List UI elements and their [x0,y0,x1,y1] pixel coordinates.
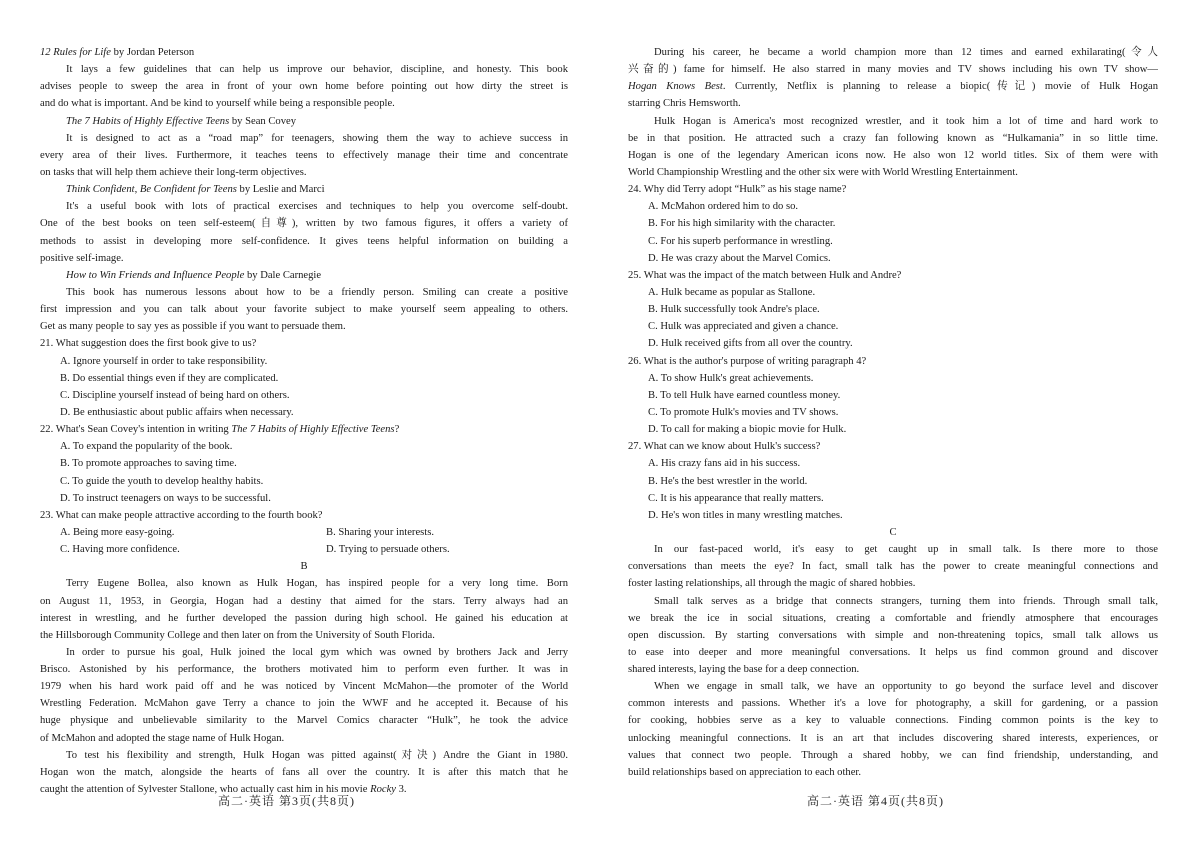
passage-c-line: Small talk serves as a bridge that connects strangers, turning them into friends. Through small talk, [654,595,1158,607]
q26-option-d: D. To call for making a biopic movie for Hulk. [648,424,847,436]
page-4-footer: 高二·英语 第4页(共8页) [807,794,944,808]
passage-b-cont-line: Hulk Hogan is America's most recognized wrestler, and it took him a lot of time and hard work to [654,115,1158,127]
passage-c-line: When we engage in small talk, we have an opportunity to go beyond the surface level and discover [654,681,1158,693]
q26-option-a: A. To show Hulk's great achievements. [648,372,814,384]
passage-c-line: values that connect two people. Through a shared hobby, we can find friendship, understanding, and [628,749,1158,761]
q22-option-b: B. To promote approaches to saving time. [60,458,237,470]
section-b-heading: B [300,561,308,573]
q23-option-d: D. Trying to persuade others. [326,544,450,556]
book4-line: Get as many people to say yes as possible if you want to persuade them. [40,321,346,333]
book1-title: 12 Rules for Life [40,47,111,58]
q24-option-b: B. For his high similarity with the character. [648,218,836,230]
q25-option-b: B. Hulk successfully took Andre's place. [648,304,820,316]
q23-option-c: C. Having more confidence. [60,544,180,556]
book4-heading [40,267,568,284]
book2-line: It is designed to act as a “road map” for teenagers, showing them the way to achieve success in [66,132,568,144]
tv-show-title: Hogan Knows Best [628,81,723,93]
page-3-footer: 高二·英语 第3页(共8页) [218,794,355,808]
passage-b-line: 1979 when his hard work paid off and he was noticed by Vincent McMahon—the promoter of the World [40,681,568,693]
passage-c-line: foster lasting relationships, all through the magic of shared hobbies. [628,578,916,590]
passage-c-line: conversations than meets the eye? In fact, small talk has the power to create meaningful connections and [628,561,1158,573]
q24-option-c: C. For his superb performance in wrestling. [648,235,833,247]
book3-line: methods to assist in developing more self-confidence. It gives teens helpful information on building a [40,235,568,247]
q25-option-c: C. Hulk was appreciated and given a chance. [648,321,839,333]
q23-options-row-1 [40,524,568,541]
passage-b-cont-line: starring Chris Hemsworth. [628,98,741,110]
question-22 [40,421,568,438]
passage-b-line: Brisco. Astonished by his performance, the brothers motivated him to perform even further. It was in [40,664,568,676]
passage-c-line: unlocking meaningful connections. It is an art that includes discovering shared interests, experiences, or [628,732,1158,744]
book3-line: One of the best books on teen self-esteem(自尊), written by two famous figures, it offers a variety of [40,218,568,230]
book4-line: This book has numerous lessons about how to be a friendly person. Smiling can create a positive [66,286,568,298]
q22-option-a: A. To expand the popularity of the book. [60,441,233,453]
q27-option-d: D. He's won titles in many wrestling matches. [648,509,843,521]
book2-heading [40,113,568,130]
book2-line: every area of their lives. Furthermore, it teaches teens to effectively manage their time and concentrate [40,149,568,161]
q22-suffix: ? [394,424,400,436]
book3-line: It's a useful book with lots of practical exercises and techniques to help you overcome self-doubt. [66,201,568,213]
passage-b-line: To test his flexibility and strength, Hulk Hogan was pitted against(对决) Andre the Giant in 1980. [66,749,568,761]
q22-prefix: 22. What's Sean Covey's intention in writing [40,424,232,436]
passage-b-line: the Hillsborough Community College and then later on from the University of South Florida. [40,629,435,641]
book3-heading [40,181,568,198]
passage-c-line: we break the ice in social situations, creating a comfortable and friendly atmosphere that encourages [628,612,1158,624]
passage-b-cont-line: World Championship Wrestling and the other six were with World Wrestling Entertainment. [628,166,1018,178]
passage-b-cont-line: During his career, he became a world champion more than 12 times and earned exhilarating(令人 [654,47,1158,58]
q21-option-b: B. Do essential things even if they are complicated. [60,372,279,384]
passage-b-last-prefix: caught the attention of Sylvester Stallone, who actually cast him in his movie [40,784,371,796]
book1-heading [40,44,568,61]
q22-book-title: The 7 Habits of Highly Effective Teens [231,424,395,436]
left-page [40,44,568,798]
question-25: 25. What was the impact of the match between Hulk and Andre? [628,269,902,281]
book4-title: How to Win Friends and Influence People [66,269,245,281]
q26-option-b: B. To tell Hulk have earned countless money. [648,389,841,401]
book2-author: by Sean Covey [229,115,296,127]
q27-option-b: B. He's the best wrestler in the world. [648,475,808,487]
book3-title: Think Confident, Be Confident for Teens [66,184,237,196]
passage-c-line: to ease into deeper and more meaningful conversations. It helps us find common ground and discover [628,646,1158,658]
section-c-heading: C [889,526,897,538]
book2-line: on tasks that will help them achieve their long-term objectives. [40,166,307,178]
passage-b-cont-line: be in that position. He attracted such a crazy fan following known as “Hulkamania” in so little time. [628,132,1158,144]
book3-line: positive self-image. [40,252,124,264]
q21-option-c: C. Discipline yourself instead of being hard on others. [60,389,290,401]
q27-option-c: C. It is his appearance that really matters. [648,492,824,504]
question-26: 26. What is the author's purpose of writing paragraph 4? [628,355,867,367]
passage-b-cont-line: Hogan is one of the legendary American icons now. He also won 12 world titles. Six of them were with [628,149,1158,161]
passage-b-line: huge physique and unbelievable similarity to the Marvel Comics character “Hulk”, he took the advice [40,715,568,727]
q24-option-d: D. He was crazy about the Marvel Comics. [648,252,831,264]
passage-b-line: Terry Eugene Bollea, also known as Hulk Hogan, has inspired people for a very long time. Born [66,578,568,590]
right-page [628,44,1158,781]
q22-option-d: D. To instruct teenagers on ways to be successful. [60,492,271,504]
passage-c-line: In our fast-paced world, it's easy to get caught up in small talk. Is there more to those [654,544,1158,556]
book1-line: advises people to sweep the area in front of your own home before pointing out how dirty the street is [40,81,568,93]
q21-option-d: D. Be enthusiastic about public affairs when necessary. [60,406,294,418]
q21-option-a: A. Ignore yourself in order to take responsibility. [60,355,268,367]
passage-b-cont-text: . Currently, Netflix is planning to release a biopic(传记) movie of Hulk Hogan [722,81,1158,93]
q25-option-d: D. Hulk received gifts from all over the country. [648,338,853,350]
passage-b-cont-line [628,78,1158,95]
question-21: 21. What suggestion does the first book give to us? [40,338,257,350]
movie-title: Rocky [370,784,396,796]
q25-option-a: A. Hulk became as popular as Stallone. [648,286,816,298]
passage-b-line: In order to pursue his goal, Hulk joined the local gym which was owned by brothers Jack and Jerry [66,646,568,658]
q27-option-a: A. His crazy fans aid in his success. [648,458,801,470]
passage-c-line: build relationships based on appreciation to each other. [628,766,861,778]
q24-option-a: A. McMahon ordered him to do so. [648,201,799,213]
passage-c-line: open discussion. By starting conversations with simple and non-threatening topics, small talk allows us [628,629,1158,641]
question-24: 24. Why did Terry adopt “Hulk” as his stage name? [628,184,847,196]
passage-b-line: interest in wrestling, and he further developed the passion during high school. He gained his education at [40,612,568,624]
book1-line: and do what is important. And be kind to yourself while being a responsible people. [40,98,395,110]
question-27: 27. What can we know about Hulk's success? [628,441,821,453]
passage-c-line: common interests and passions. Whether it's a love for photography, a skill for gardening, or a passion [628,698,1158,710]
q23-options-row-2 [40,541,568,558]
question-23: 23. What can make people attractive according to the fourth book? [40,509,323,521]
book4-author: by Dale Carnegie [244,269,322,281]
passage-b-last-suffix: 3. [395,784,407,796]
passage-b-line: Hogan won the match, alongside the hearts of fans all over the country. It is after this match that he [40,766,568,778]
book2-title: The 7 Habits of Highly Effective Teens [66,115,230,127]
q22-option-c: C. To guide the youth to develop healthy habits. [60,475,264,487]
q23-option-a: A. Being more easy-going. [60,526,175,538]
book4-line: first impression and you can talk about your favorite subject to make yourself seem appealing to others. [40,304,568,316]
passage-c-line: for cooking, hobbies serve as a key to valuable connections. Finding common points is the key to [628,715,1158,727]
passage-b-line: Wrestling Federation. McMahon gave Terry a chance to join the WWF and he accepted it. Because of his [40,698,568,710]
passage-b-cont-line: 兴奋的) fame for himself. He also starred in many movies and TV shows including his own TV show— [628,64,1158,76]
q23-option-b: B. Sharing your interests. [326,526,434,538]
passage-c-line: shared interests, laying the base for a deep connection. [628,664,860,676]
passage-b-line: on August 11, 1953, in Georgia, Hogan had a destiny that aimed for the stars. Terry always had an [40,595,568,607]
book1-author: by Jordan Peterson [110,47,195,58]
book3-author: by Leslie and Marci [236,184,325,196]
book1-line: It lays a few guidelines that can help us improve our behavior, discipline, and honesty. This book [66,64,568,76]
passage-b-line: of McMahon and adopted the stage name of Hulk Hogan. [40,732,285,744]
q26-option-c: C. To promote Hulk's movies and TV shows. [648,406,839,418]
